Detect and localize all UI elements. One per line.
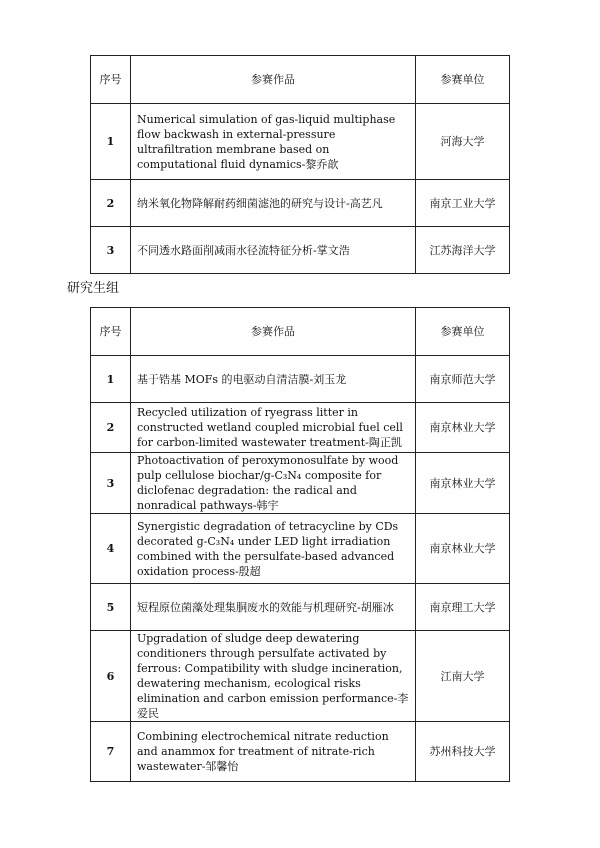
header-work: 参赛作品 xyxy=(131,308,416,356)
row-number: 7 xyxy=(91,722,131,782)
row-work: 短程原位菌藻处理集胴废水的效能与机理研究-胡雁冰 xyxy=(131,584,416,631)
row-org: 苏州科技大学 xyxy=(416,722,510,782)
header-org: 参赛单位 xyxy=(416,56,510,104)
row-org: 南京林业大学 xyxy=(416,453,510,514)
row-number: 1 xyxy=(91,356,131,403)
row-org: 江苏海洋大学 xyxy=(416,227,510,274)
row-number: 2 xyxy=(91,403,131,453)
row-org: 河海大学 xyxy=(416,104,510,180)
table-row xyxy=(91,722,510,782)
row-org: 南京师范大学 xyxy=(416,356,510,403)
table-row xyxy=(91,631,510,722)
row-work: Upgradation of sludge deep dewatering conditioners through persulfate activated by ferrous: Compatibility with sludge incineration, dewatering mechanism, ecological risks elimination and carbon emission performance-李爱民 xyxy=(131,631,416,722)
table-header-row xyxy=(91,56,510,104)
table-row xyxy=(91,180,510,227)
row-work: 纳米氧化物降解耐药细菌滤池的研究与设计-高艺凡 xyxy=(131,180,416,227)
row-org: 南京林业大学 xyxy=(416,514,510,584)
row-number: 1 xyxy=(91,104,131,180)
row-work: Numerical simulation of gas-liquid multiphase flow backwash in external-pressure ultrafiltration membrane based on computational fluid dynamics-黎乔歆 xyxy=(131,104,416,180)
row-number: 3 xyxy=(91,453,131,514)
table-row xyxy=(91,403,510,453)
header-work: 参赛作品 xyxy=(131,56,416,104)
table-row xyxy=(91,514,510,584)
award-table-1 xyxy=(90,55,510,274)
row-org: 南京理工大学 xyxy=(416,584,510,631)
row-org: 江南大学 xyxy=(416,631,510,722)
header-seq: 序号 xyxy=(91,308,131,356)
header-seq: 序号 xyxy=(91,56,131,104)
row-work: Combining electrochemical nitrate reduction and anammox for treatment of nitrate-rich wastewater-邹馨怡 xyxy=(131,722,416,782)
row-work: 基于锆基 MOFs 的电驱动自清洁膜-刘玉龙 xyxy=(131,356,416,403)
row-number: 2 xyxy=(91,180,131,227)
row-number: 6 xyxy=(91,631,131,722)
award-table-2 xyxy=(90,307,510,782)
table-row xyxy=(91,453,510,514)
row-number: 5 xyxy=(91,584,131,631)
row-work: Recycled utilization of ryegrass litter in constructed wetland coupled microbial fuel cell for carbon-limited wastewater treatment-陶正凯 xyxy=(131,403,416,453)
row-number: 3 xyxy=(91,227,131,274)
row-work: Synergistic degradation of tetracycline by CDs decorated g-C₃N₄ under LED light irradiation combined with the persulfate-based advanced oxidation process-殷超 xyxy=(131,514,416,584)
section-title: 研究生组 xyxy=(67,281,120,296)
table-row xyxy=(91,584,510,631)
row-org: 南京工业大学 xyxy=(416,180,510,227)
table-row xyxy=(91,227,510,274)
table-header-row xyxy=(91,308,510,356)
row-work: 不同透水路面削减雨水径流特征分析-掌文浩 xyxy=(131,227,416,274)
table-row xyxy=(91,356,510,403)
table-row xyxy=(91,104,510,180)
row-org: 南京林业大学 xyxy=(416,403,510,453)
row-number: 4 xyxy=(91,514,131,584)
header-org: 参赛单位 xyxy=(416,308,510,356)
row-work: Photoactivation of peroxymonosulfate by wood pulp cellulose biochar/g-C₃N₄ composite for diclofenac degradation: the radical and nonradical pathways-韩宇 xyxy=(131,453,416,514)
